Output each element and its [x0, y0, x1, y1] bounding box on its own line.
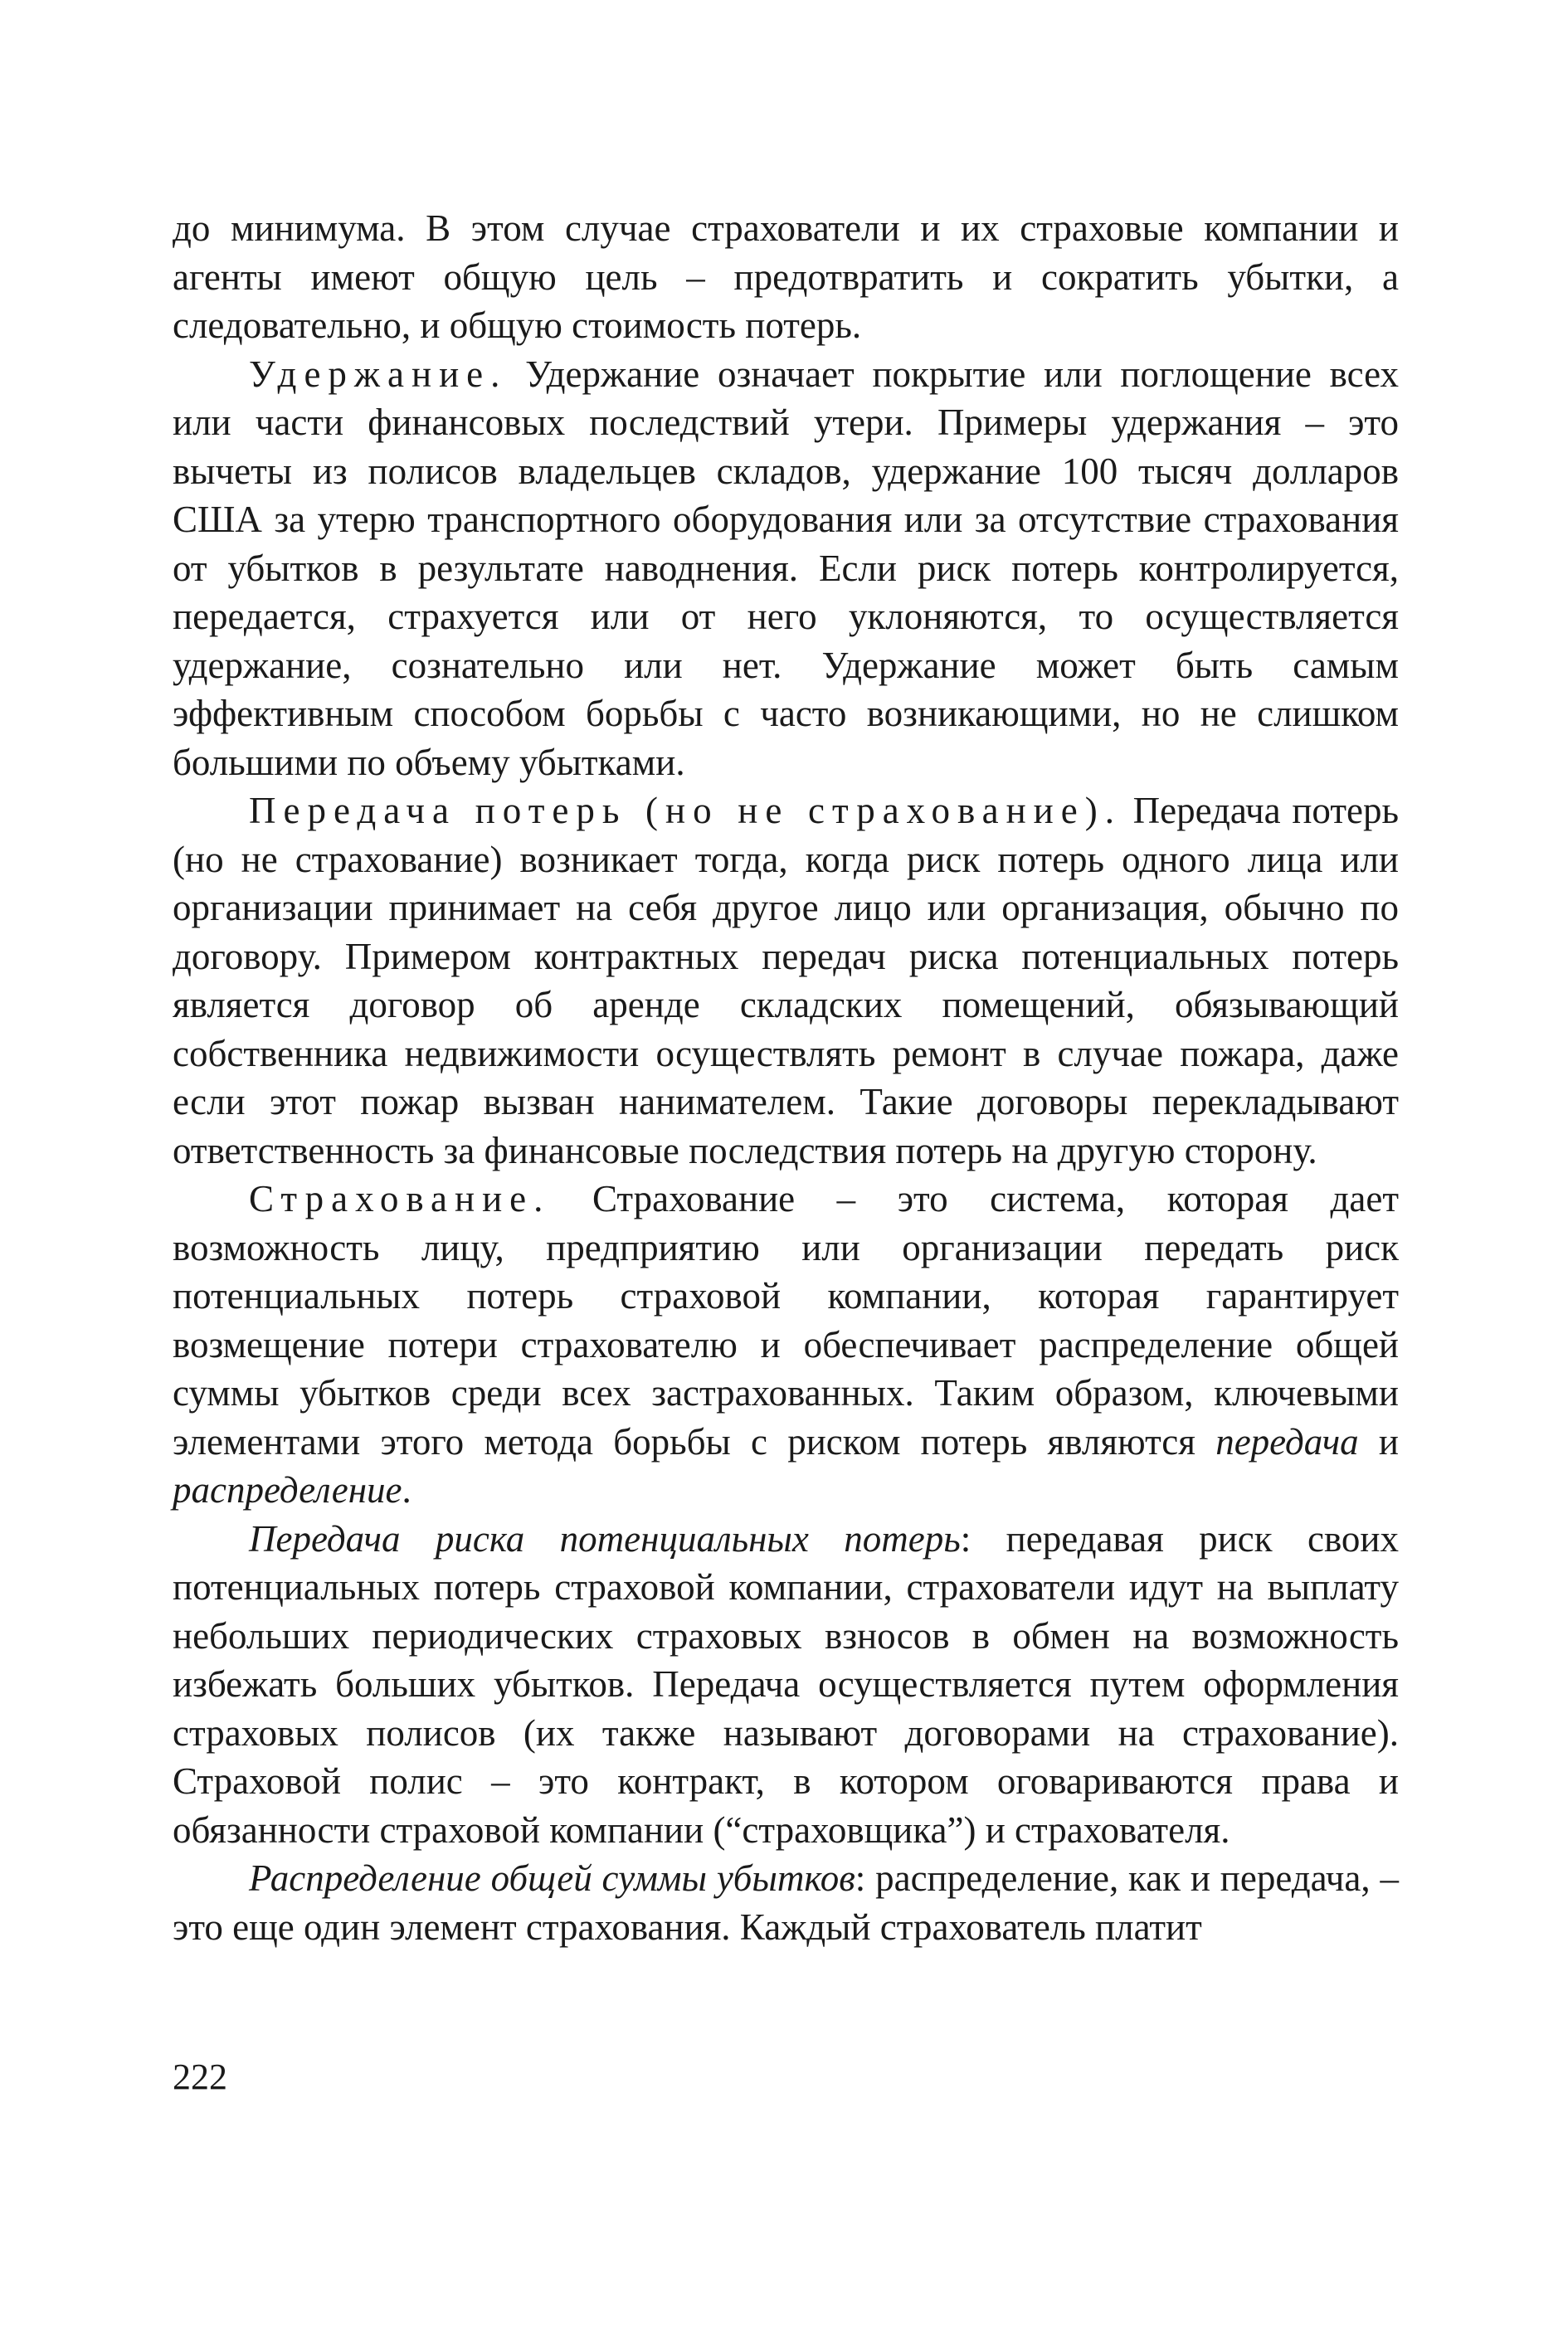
- paragraph-text: Страхование – это система, которая дает возможность лицу, предприятию или организации передать риск потенциальных потерь страховой компании, которая гарантирует возмещение потери страхователю и обеспечивает распределение общей суммы убытков среди всех застрахованных. Таким образом, ключевыми элементами этого метода борьбы с риском потерь являются: [173, 1178, 1399, 1463]
- paragraph-text: : передавая риск своих потенциальных потерь страховой компании, страхователи идут на выплату небольших периодических страховых взносов в обмен на возможность избежать больших убытков. Передача осуществляется путем оформления страховых полисов (их также называют договорами на страхование). Страховой полис – это контракт, в котором оговариваются права и обязанности страховой компании (“страховщика”) и страхователя.: [173, 1517, 1399, 1851]
- paragraph-text: : распределение, как и передача, – это еще один элемент страхования. Каждый страхователь платит: [173, 1857, 1399, 1948]
- paragraph-loss-transfer: [173, 786, 1399, 1175]
- page-body: [173, 204, 1399, 1951]
- paragraph-text: .: [402, 1469, 411, 1511]
- section-heading-loss-transfer: Передача потерь (но не страхование).: [249, 790, 1122, 831]
- paragraph-risk-transfer: [173, 1515, 1399, 1855]
- section-heading-retention: Удержание.: [249, 353, 508, 395]
- emphasized-term-transfer: передача: [1215, 1420, 1359, 1463]
- paragraph-loss-distribution: [173, 1854, 1399, 1951]
- paragraph-continuation: [173, 204, 1399, 350]
- paragraph-text: до минимума. В этом случае страхователи и их страховые компании и агенты имеют общую цель – предотвратить и сократить убытки, а следовательно, и общую стоимость потерь.: [173, 207, 1399, 346]
- page-number: 222: [173, 2057, 227, 2097]
- paragraph-retention: [173, 350, 1399, 787]
- paragraph-insurance: [173, 1175, 1399, 1515]
- paragraph-text: Передача потерь (но не страхование) возникает тогда, когда риск потерь одного лица или организации принимает на себя другое лицо или организация, обычно по договору. Примером контрактных передач риска потенциальных потерь является договор об аренде складских помещений, обязывающий собственника недвижимости осуществлять ремонт в случае пожара, даже если этот пожар вызван нанимателем. Такие договоры перекладывают ответственность за финансовые последствия потерь на другую сторону.: [173, 790, 1399, 1171]
- emphasized-heading-risk-transfer: Передача риска потенциальных потерь: [249, 1517, 961, 1560]
- paragraph-text: Удержание означает покрытие или поглощение всех или части финансовых последствий утери. Примеры удержания – это вычеты из полисов владельцев складов, удержание 100 тысяч долларов США за утерю транспортного оборудования или за отсутствие страхования от убытков в результате наводнения. Если риск потерь контролируется, передается, страхуется или от него уклоняются, то осуществляется удержание, сознательно или нет. Удержание может быть самым эффективным способом борьбы с часто возникающими, но не слишком большими по объему убытками.: [173, 353, 1399, 783]
- section-heading-insurance: Страхование.: [249, 1178, 551, 1219]
- paragraph-text: и: [1358, 1420, 1399, 1463]
- emphasized-term-distribution: распределение: [173, 1469, 402, 1511]
- emphasized-heading-loss-distribution: Распределение общей суммы убытков: [249, 1857, 855, 1899]
